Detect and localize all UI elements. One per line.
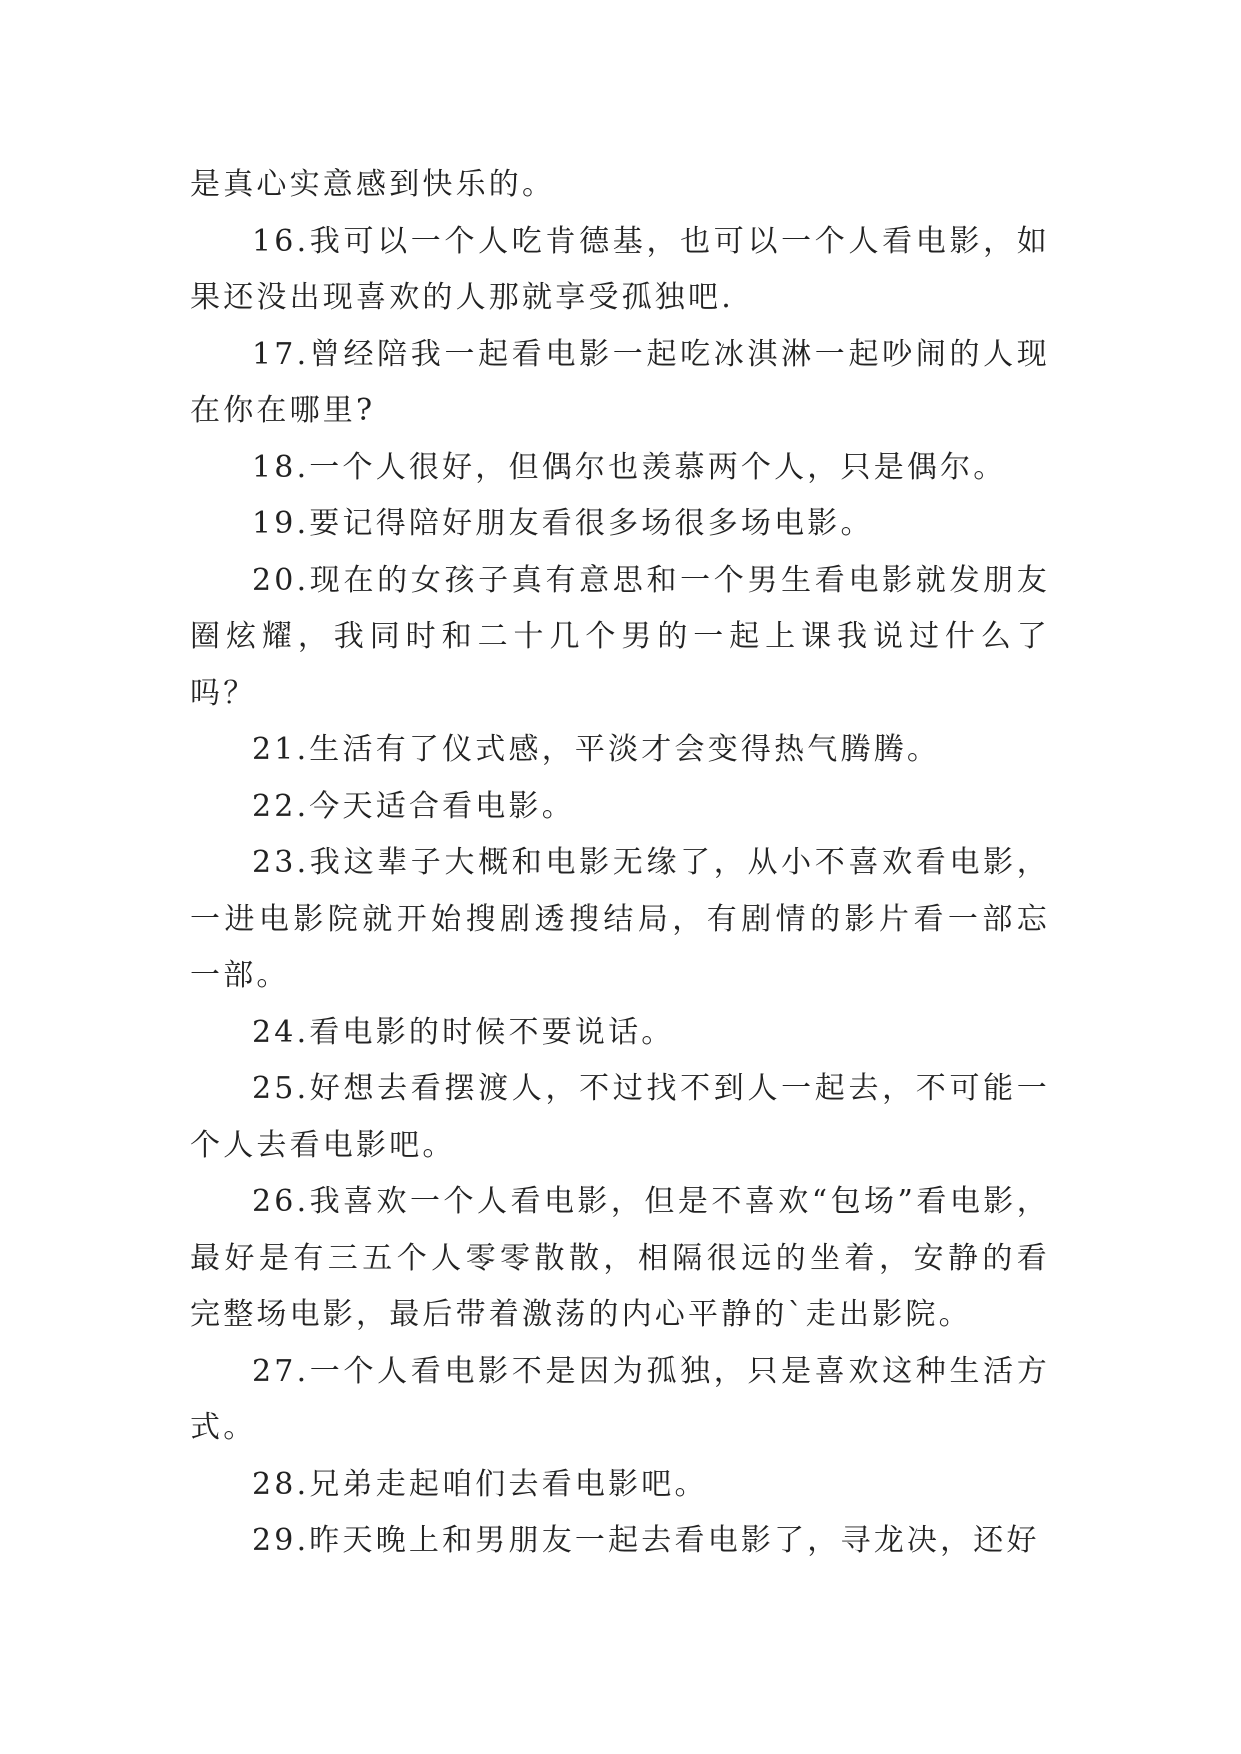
paragraph-20: 20.现在的女孩子真有意思和一个男生看电影就发朋友圈炫耀，我同时和二十几个男的一起上课我说过什么了吗？ [190,562,1050,711]
paragraph-23: 23.我这辈子大概和电影无缘了，从小不喜欢看电影，一进电影院就开始搜剧透搜结局，有剧情的影片看一部忘一部。 [190,845,1050,993]
paragraph-25: 25.好想去看摆渡人，不过找不到人一起去，不可能一个人去看电影吧。 [190,1071,1050,1163]
paragraph-28: 28.兄弟走起咱们去看电影吧。 [252,1466,708,1502]
paragraph-17: 17.曾经陪我一起看电影一起吃冰淇淋一起吵闹的人现在你在哪里? [190,336,1050,428]
paragraph-29: 29.昨天晚上和男朋友一起去看电影了，寻龙决，还好 [252,1523,1040,1558]
paragraph-18: 18.一个人很好，但偶尔也羡慕两个人，只是偶尔。 [252,449,1007,485]
paragraph-27: 27.一个人看电影不是因为孤独，只是喜欢这种生活方式。 [190,1353,1050,1445]
paragraph-26: 26.我喜欢一个人看电影，但是不喜欢“包场”看电影，最好是有三五个人零零散散，相隔很远的坐着，安静的看完整场电影，最后带着激荡的内心平静的`走出影院。 [190,1184,1050,1332]
paragraph-24: 24.看电影的时候不要说话。 [252,1014,675,1050]
paragraph-16: 16.我可以一个人吃肯德基，也可以一个人看电影，如果还没出现喜欢的人那就享受孤独吧. [190,223,1050,315]
paragraph-continuation: 是真心实意感到快乐的。 [190,167,556,202]
paragraph-21: 21.生活有了仪式感，平淡才会变得热气腾腾。 [252,732,941,767]
paragraph-22: 22.今天适合看电影。 [252,788,575,824]
paragraph-19: 19.要记得陪好朋友看很多场很多场电影。 [252,506,874,541]
document-body [190,157,1050,1570]
